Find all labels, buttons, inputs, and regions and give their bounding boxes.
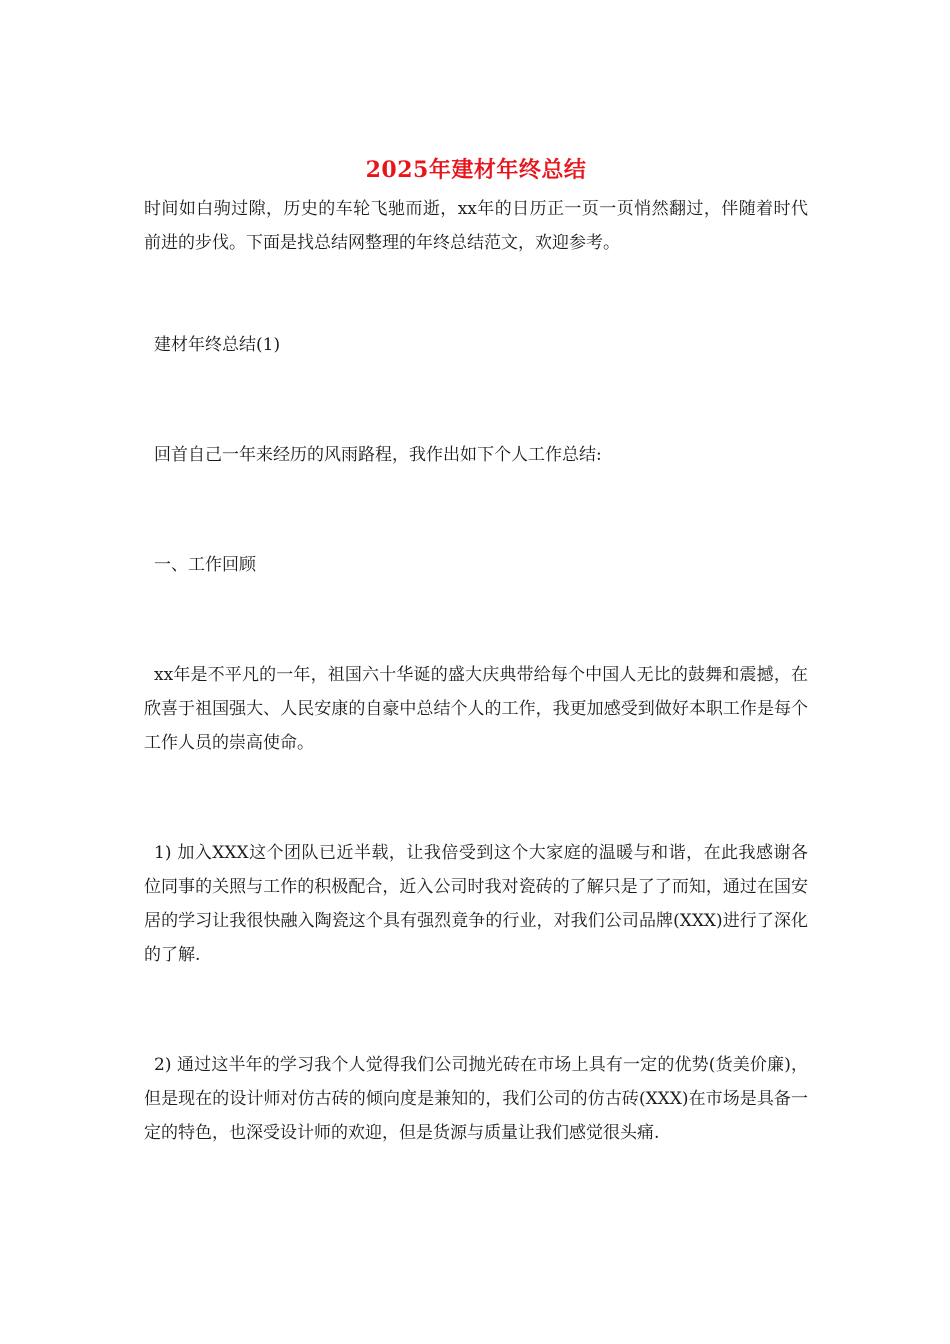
body-paragraph-3: 2) 通过这半年的学习我个人觉得我们公司抛光砖在市场上具有一定的优势(货美价廉)，但是现在的设计师对仿古砖的倾向度是兼知的，我们公司的仿古砖(XXX)在市场是具备一定的特色，也深受设计师的欢迎，但是货源与质量让我们感觉很头痛.: [144, 1055, 808, 1143]
part-heading: 一、工作回顾: [154, 555, 256, 575]
opening-paragraph: 回首自己一年来经历的风雨路程，我作出如下个人工作总结:: [154, 445, 602, 465]
section-heading: 建材年终总结(1): [154, 335, 281, 355]
body-paragraph-1: xx年是不平凡的一年，祖国六十华诞的盛大庆典带给每个中国人无比的鼓舞和震撼，在欣喜于祖国强大、人民安康的自豪中总结个人的工作，我更加感受到做好本职工作是每个工作人员的崇高使命。: [144, 665, 808, 753]
document-title: 2025年建材年终总结: [365, 157, 587, 183]
body-paragraph-2: 1) 加入XXX这个团队已近半载，让我倍受到这个大家庭的温暖与和谐，在此我感谢各位同事的关照与工作的积极配合，近入公司时我对瓷砖的了解只是了了而知，通过在国安居的学习让我很快融入陶瓷这个具有强烈竟争的行业，对我们公司品牌(XXX)进行了深化的了解.: [144, 843, 808, 965]
intro-paragraph: 时间如白驹过隙，历史的车轮飞驰而逝，xx年的日历正一页一页悄然翻过，伴随着时代前进的步伐。下面是找总结网整理的年终总结范文，欢迎参考。: [144, 199, 808, 253]
document-page: [144, 150, 808, 1150]
